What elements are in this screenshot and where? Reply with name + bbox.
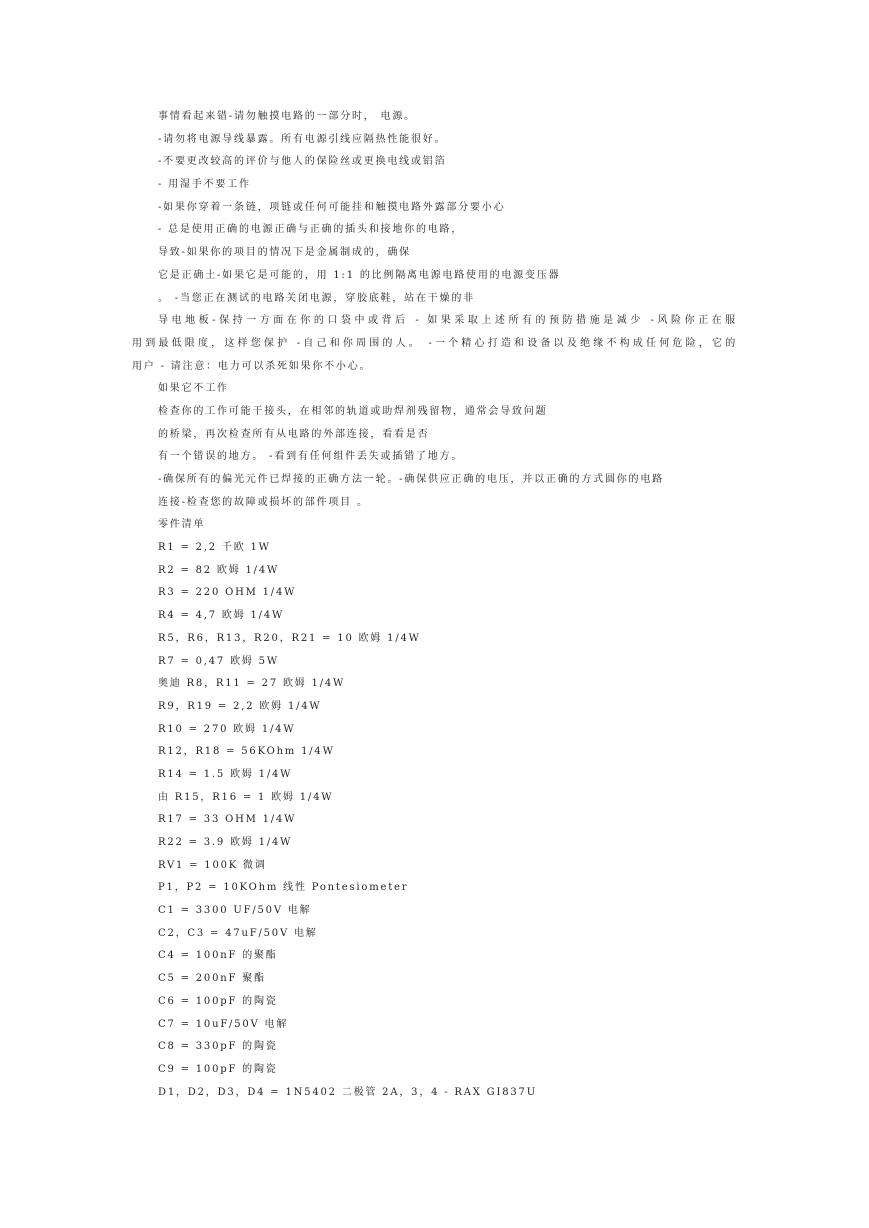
parts-list-item: R2 = 82 欧姆 1/4W — [158, 564, 280, 576]
parts-list-item: R10 = 270 欧姆 1/4W — [158, 723, 296, 735]
parts-list-item: R12，R18 = 56KOhm 1/4W — [158, 746, 335, 758]
parts-list-item: C9 = 100pF 的陶瓷 — [158, 1063, 278, 1075]
parts-list-item: C7 = 10uF/50V 电解 — [158, 1018, 289, 1030]
paragraph-line: 导电地板-保持一方面在你的口袋中或背后 - 如果采取上述所有的预防措施是减少 -风险你正在服 — [158, 315, 737, 327]
paragraph-line: 有一个错误的地方。 -看到有任何组件丢失或插错了地方。 — [158, 451, 464, 463]
parts-list-item: R17 = 33 OHM 1/4W — [158, 814, 297, 826]
parts-list-item: R14 = 1.5 欧姆 1/4W — [158, 768, 293, 780]
paragraph-line: 用到最低限度，这样您保护 -自己和你周围的人。 -一个精心打造和设备以及绝缘不构成任何危险，它的 — [132, 337, 737, 349]
parts-list-item: C2，C3 = 47uF/50V 电解 — [158, 927, 318, 939]
paragraph-line: 它是正确土-如果它是可能的，用 1:1 的比例隔离电源电路使用的电源变压器 — [158, 269, 561, 281]
paragraph-line: 用户 - 请注意：电力可以杀死如果你不小心。 — [132, 360, 372, 372]
parts-list-item: R4 = 4,7 欧姆 1/4W — [158, 610, 285, 622]
parts-list-item: R9，R19 = 2,2 欧姆 1/4W — [158, 700, 322, 712]
parts-list-item: R22 = 3.9 欧姆 1/4W — [158, 837, 293, 848]
parts-list-item: C1 = 3300 UF/50V 电解 — [158, 905, 312, 917]
paragraph-line: 的桥梁，再次检查所有从电路的外部连接，看看是否 — [158, 428, 430, 440]
paragraph-line: 事情看起来错-请勿触摸电路的一部分时， 电源。 — [158, 111, 416, 122]
paragraph-line: 导致-如果你的项目的情况下是金属制成的，确保 — [158, 247, 411, 259]
paragraph-line: - 总是使用正确的电源正确与正确的插头和接地你的电路， — [158, 224, 464, 236]
parts-list-item: RV1 = 100K 微调 — [158, 859, 267, 871]
parts-list-item: 由 R15，R16 = 1 欧姆 1/4W — [158, 791, 334, 803]
parts-list-item: R3 = 220 OHM 1/4W — [158, 587, 297, 599]
paragraph-line: -确保所有的偏光元件已焊接的正确方法一轮。-确保供应正确的电压，并以正确的方式圆你的电路 — [158, 474, 664, 485]
parts-list-item: 奥迪 R8，R11 = 27 欧姆 1/4W — [158, 678, 346, 690]
paragraph-line: - 用湿手不要工作 — [158, 179, 251, 191]
paragraph-line: -不要更改较高的评价与他人的保险丝或更换电线或铝箔 — [158, 156, 447, 168]
parts-list-item: D1，D2，D3，D4 = 1N5402 二极管 2A，3，4 - RAX GI837U — [158, 1086, 537, 1098]
paragraph-line: 检查你的工作可能干接头，在相邻的轨道或助焊剂残留物，通常会导致问题 — [158, 405, 548, 417]
section-heading: 零件清单 — [158, 519, 206, 531]
parts-list-item: R5，R6，R13，R20，R21 = 10 欧姆 1/4W — [158, 632, 421, 644]
paragraph-line: 连接-检查您的故障或损坏的部件项目 。 — [158, 496, 369, 508]
parts-list-item: P1，P2 = 10KOhm 线性 Pontesiometer — [158, 882, 409, 894]
paragraph-line: 如果它不工作 — [158, 383, 229, 395]
paragraph-line: 。 -当您正在测试的电路关闭电源，穿胶底鞋，站在干燥的非 — [158, 292, 475, 304]
parts-list-item: C5 = 200nF 聚酯 — [158, 973, 266, 985]
document-body — [0, 106, 869, 1104]
parts-list-item: C8 = 330pF 的陶瓷 — [158, 1041, 278, 1053]
parts-list-item: C4 = 100nF 的聚酯 — [158, 950, 278, 962]
paragraph-line: -如果你穿着一条链，项链或任何可能挂和触摸电路外露部分要小心 — [158, 201, 506, 213]
parts-list-item: R7 = 0,47 欧姆 5W — [158, 655, 279, 667]
parts-list-item: C6 = 100pF 的陶瓷 — [158, 995, 278, 1007]
parts-list-item: R1 = 2,2 千欧 1W — [158, 542, 271, 554]
paragraph-line: -请勿将电源导线暴露。所有电源引线应隔热性能很好。 — [158, 133, 447, 145]
